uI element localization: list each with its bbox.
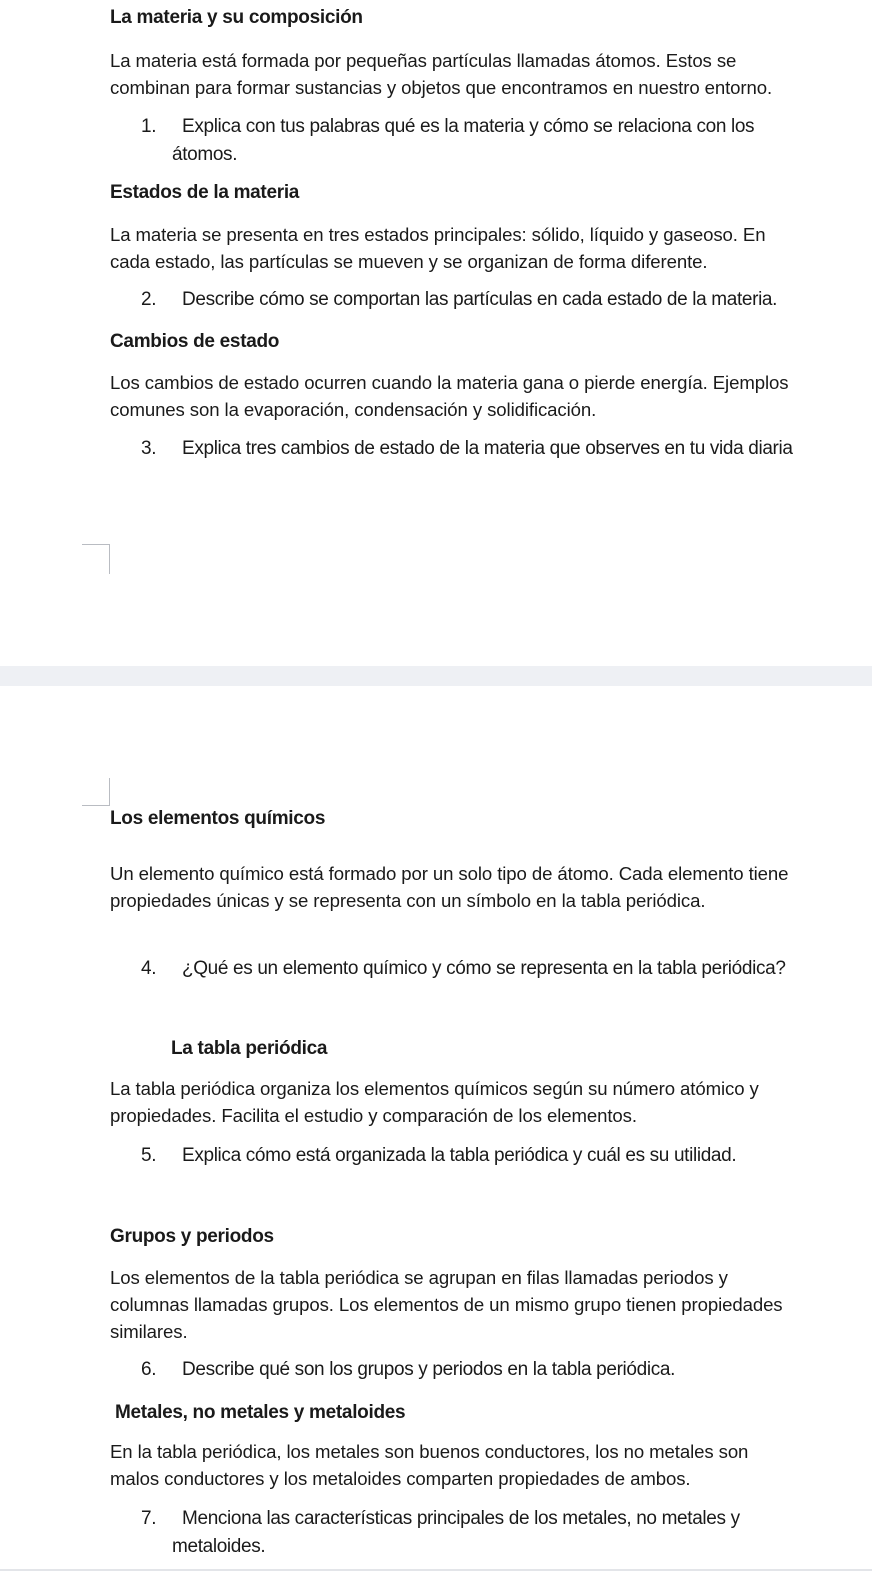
question-text-line: metaloides. bbox=[172, 1536, 266, 1557]
question-number: 6. bbox=[141, 1359, 157, 1380]
paragraph-line: columnas llamadas grupos. Los elementos de un mismo grupo tienen propiedades bbox=[110, 1294, 783, 1315]
question-text-line: Describe qué son los grupos y periodos en la tabla periódica. bbox=[182, 1359, 676, 1380]
page-margin-corner-mark bbox=[82, 544, 110, 574]
paragraph-metales bbox=[110, 1438, 870, 1492]
question-1 bbox=[141, 113, 870, 169]
question-text-line: átomos. bbox=[172, 144, 238, 165]
question-3 bbox=[141, 435, 870, 463]
paragraph-elementos-quimicos bbox=[110, 860, 870, 914]
paragraph-line: La tabla periódica organiza los elementos químicos según su número atómico y bbox=[110, 1078, 759, 1099]
question-text-line: Describe cómo se comportan las partículas en cada estado de la materia. bbox=[182, 289, 778, 310]
paragraph-cambios-estado bbox=[110, 369, 870, 423]
paragraph-line: similares. bbox=[110, 1321, 188, 1342]
question-4 bbox=[141, 955, 870, 983]
paragraph-estados-materia bbox=[110, 221, 870, 275]
question-text-line: ¿Qué es un elemento químico y cómo se representa en la tabla periódica? bbox=[182, 958, 786, 979]
paragraph-materia-composicion bbox=[110, 47, 870, 101]
question-5 bbox=[141, 1142, 870, 1170]
paragraph-grupos-periodos bbox=[110, 1264, 870, 1345]
paragraph-line: comunes son la evaporación, condensación y solidificación. bbox=[110, 399, 597, 420]
question-text-line: Explica con tus palabras qué es la materia y cómo se relaciona con los bbox=[182, 116, 755, 137]
section-heading-estados-materia: Estados de la materia bbox=[110, 182, 300, 203]
paragraph-line: combinan para formar sustancias y objetos que encontramos en nuestro entorno. bbox=[110, 77, 773, 98]
paragraph-line: La materia está formada por pequeñas partículas llamadas átomos. Estos se bbox=[110, 50, 737, 71]
section-heading-materia-composicion: La materia y su composición bbox=[110, 7, 363, 28]
question-6 bbox=[141, 1356, 870, 1384]
section-heading-tabla-periodica: La tabla periódica bbox=[171, 1038, 328, 1059]
section-heading-elementos-quimicos: Los elementos químicos bbox=[110, 808, 326, 829]
section-heading-grupos-periodos: Grupos y periodos bbox=[110, 1226, 274, 1247]
paragraph-tabla-periodica bbox=[110, 1075, 870, 1129]
question-text-line: Menciona las características principales de los metales, no metales y bbox=[182, 1508, 740, 1529]
paragraph-line: propiedades. Facilita el estudio y comparación de los elementos. bbox=[110, 1105, 637, 1126]
paragraph-line: La materia se presenta en tres estados principales: sólido, líquido y gaseoso. En bbox=[110, 224, 766, 245]
question-number: 4. bbox=[141, 958, 157, 979]
paragraph-line: Los cambios de estado ocurren cuando la materia gana o pierde energía. Ejemplos bbox=[110, 372, 789, 393]
question-number: 1. bbox=[141, 116, 157, 137]
question-text-line: Explica tres cambios de estado de la materia que observes en tu vida diaria bbox=[182, 438, 793, 459]
paragraph-line: propiedades únicas y se representa con un símbolo en la tabla periódica. bbox=[110, 890, 706, 911]
question-2 bbox=[141, 286, 870, 314]
question-number: 3. bbox=[141, 438, 157, 459]
section-heading-cambios-estado: Cambios de estado bbox=[110, 331, 280, 352]
question-number: 5. bbox=[141, 1145, 157, 1166]
question-7 bbox=[141, 1505, 870, 1561]
question-number: 2. bbox=[141, 289, 157, 310]
question-text-line: Explica cómo está organizada la tabla periódica y cuál es su utilidad. bbox=[182, 1145, 737, 1166]
section-heading-metales: Metales, no metales y metaloides bbox=[115, 1402, 406, 1423]
paragraph-line: En la tabla periódica, los metales son buenos conductores, los no metales son bbox=[110, 1441, 749, 1462]
paragraph-line: cada estado, las partículas se mueven y se organizan de forma diferente. bbox=[110, 251, 708, 272]
page-margin-corner-mark bbox=[82, 778, 110, 806]
document-page-1 bbox=[0, 0, 872, 666]
paragraph-line: Los elementos de la tabla periódica se agrupan en filas llamadas periodos y bbox=[110, 1267, 728, 1288]
question-number: 7. bbox=[141, 1508, 157, 1529]
page-bottom-edge bbox=[0, 1569, 872, 1571]
paragraph-line: malos conductores y los metaloides comparten propiedades de ambos. bbox=[110, 1468, 691, 1489]
page-break-gap bbox=[0, 666, 872, 686]
paragraph-line: Un elemento químico está formado por un solo tipo de átomo. Cada elemento tiene bbox=[110, 863, 789, 884]
